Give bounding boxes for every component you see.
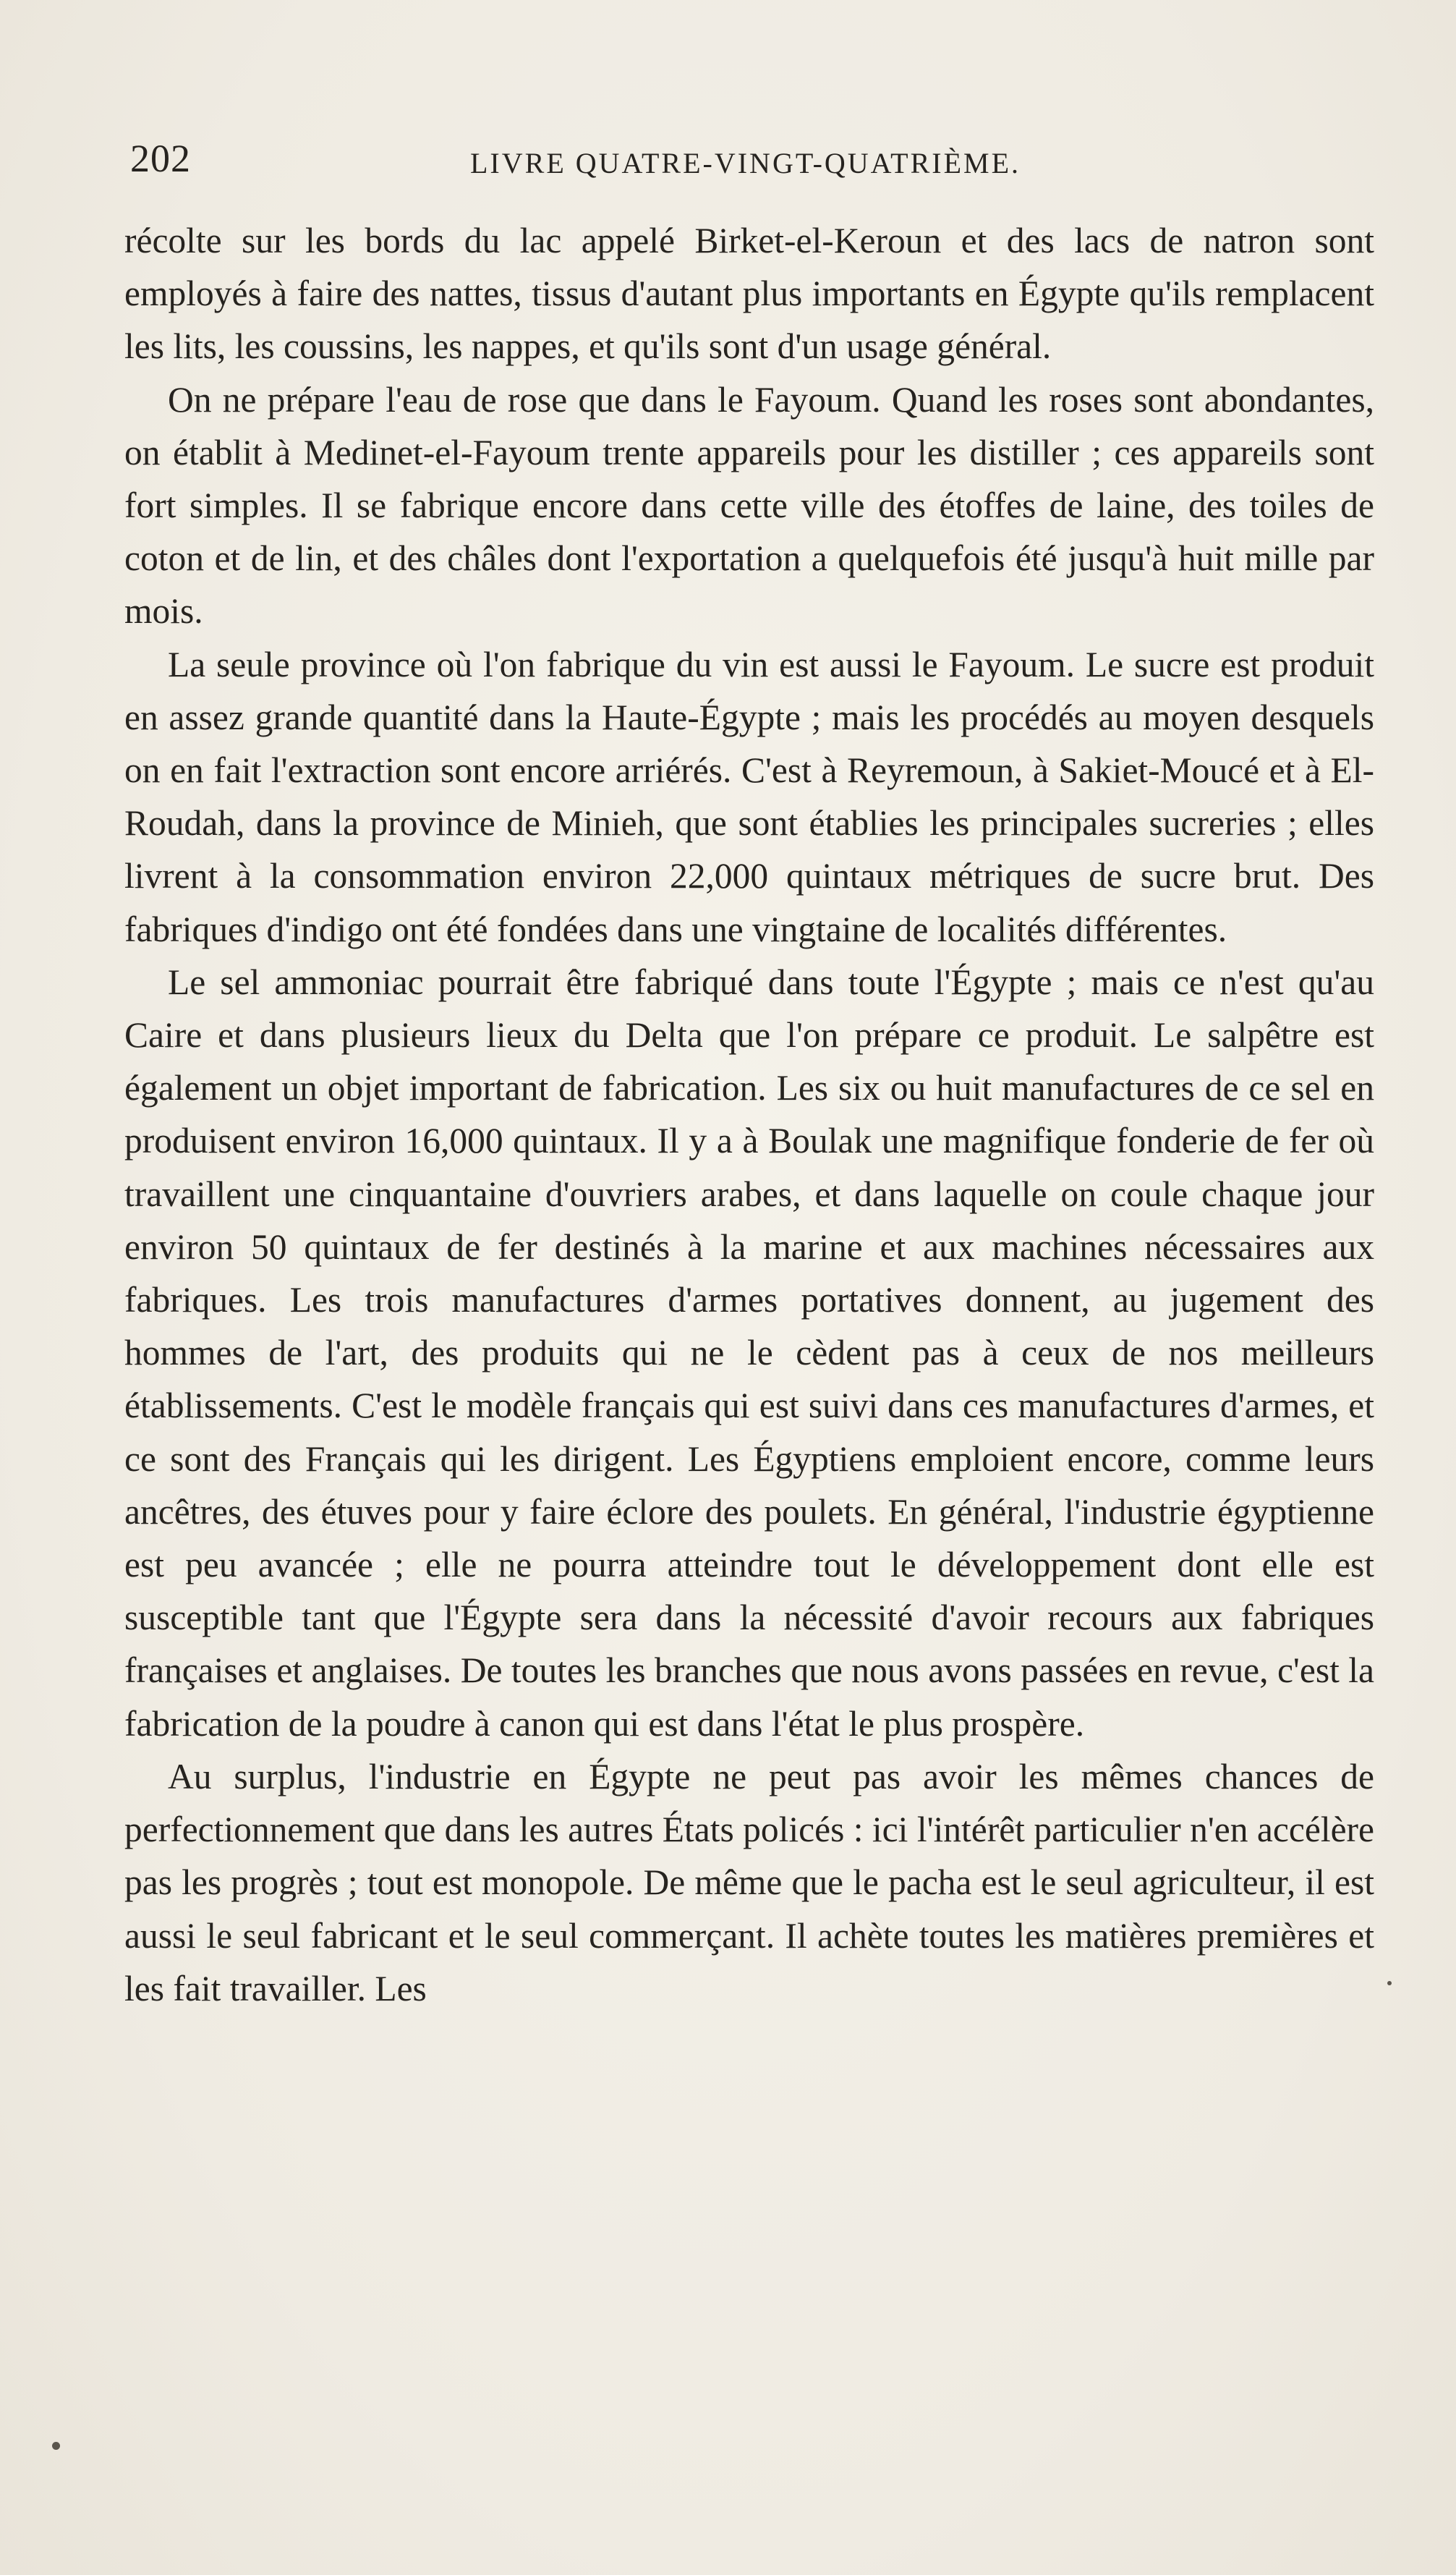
paragraph-5: Au surplus, l'industrie en Égypte ne peut pas avoir les mêmes chances de perfectionnement que dans les autres États policés : ici l'intérêt particulier n'en accélère pas les progrès ; tout est monopole. De même que le pacha est le seul agriculteur, il est aussi le seul fabricant et le seul commerçant. Il achète toutes les matières premières et les fait travailler. Les <box>124 1756 1374 2008</box>
paragraph-4: Le sel ammoniac pourrait être fabriqué dans toute l'Égypte ; mais ce n'est qu'au Caire et dans plusieurs lieux du Delta que l'on prépare ce produit. Le salpêtre est également un objet important de fabrication. Les six ou huit manufactures de ce sel en produisent environ 16,000 quintaux. Il y a à Boulak une magnifique fonderie de fer où travaillent une cinquantaine d'ouvriers arabes, et dans laquelle on coule chaque jour environ 50 quintaux de fer destinés à la marine et aux machines nécessaires aux fabriques. Les trois manufactures d'armes portatives donnent, au jugement des hommes de l'art, des produits qui ne le cèdent pas à ceux de nos meilleurs établissements. C'est le modèle français qui est suivi dans ces manufactures d'armes, et ce sont des Français qui les dirigent. Les Égyptiens emploient encore, comme leurs ancêtres, des étuves pour y faire éclore des poulets. En général, l'industrie égyptienne est peu avancée ; elle ne pourra atteindre tout le développement dont elle est susceptible tant que l'Égypte sera dans la nécessité d'avoir recours aux fabriques françaises et anglaises. De toutes les branches que nous avons passées en revue, c'est la fabrication de la poudre à canon qui est dans l'état le plus prospère. <box>124 962 1374 1744</box>
body-text <box>124 214 1374 2015</box>
page-number: 202 <box>130 137 191 180</box>
running-head: LIVRE QUATRE-VINGT-QUATRIÈME. <box>470 147 1021 179</box>
paragraph-2: On ne prépare l'eau de rose que dans le Fayoum. Quand les roses sont abondantes, on établit à Medinet-el-Fayoum trente appareils pour les distiller ; ces appareils sont fort simples. Il se fabrique encore dans cette ville des étoffes de laine, des toiles de coton et de lin, et des châles dont l'exportation a quelquefois été jusqu'à huit mille par mois. <box>124 379 1374 632</box>
paragraph-1: récolte sur les bords du lac appelé Birket-el-Keroun et des lacs de natron sont employés à faire des nattes, tissus d'autant plus importants en Égypte qu'ils remplacent les lits, les coussins, les nappes, et qu'ils sont d'un usage général. <box>124 221 1374 367</box>
page-header <box>130 136 1374 187</box>
paragraph-3: La seule province où l'on fabrique du vin est aussi le Fayoum. Le sucre est produit en assez grande quantité dans la Haute-Égypte ; mais les procédés au moyen desquels on en fait l'extraction sont encore arriérés. C'est à Reyremoun, à Sakiet-Moucé et à El-Roudah, dans la province de Minieh, que sont établies les principales sucreries ; elles livrent à la consommation environ 22,000 quintaux métriques de sucre brut. Des fabriques d'indigo ont été fondées dans une vingtaine de localités différentes. <box>124 644 1374 949</box>
paper-speck <box>1387 1981 1392 1985</box>
paper-speck <box>52 2442 60 2450</box>
